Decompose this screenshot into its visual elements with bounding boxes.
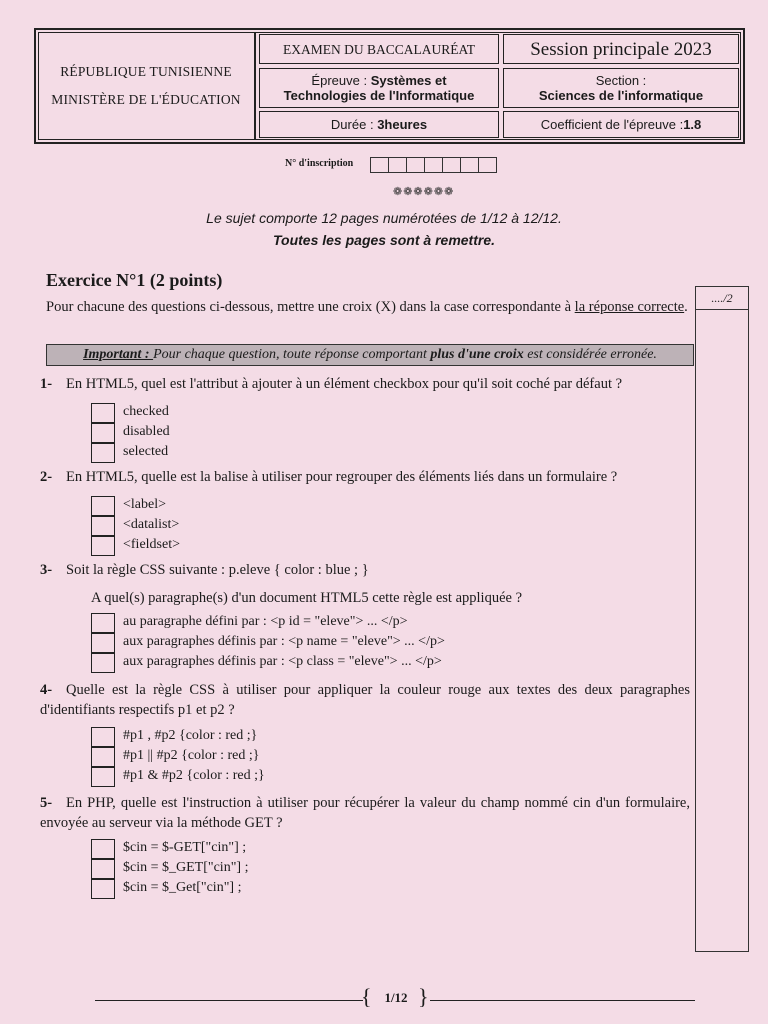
option-label: $cin = $-GET["cin"] ; xyxy=(123,840,247,855)
inscription-label: N° d'inscription xyxy=(285,158,354,169)
epreuve-label: Épreuve : xyxy=(311,73,371,88)
option-label: $cin = $_GET["cin"] ; xyxy=(123,860,249,875)
subject-pages-note: Le sujet comporte 12 pages numérotées de 1/12 à 12/12. xyxy=(206,210,562,226)
answer-checkbox[interactable] xyxy=(91,859,115,879)
option-row xyxy=(91,766,265,786)
question-text: En HTML5, quel est l'attribut à ajouter à un élément checkbox pour qu'il soit coché par défaut ? xyxy=(66,376,623,392)
answer-checkbox[interactable] xyxy=(91,443,115,463)
inscription-digit-box[interactable] xyxy=(442,157,461,173)
duree-cell xyxy=(259,111,499,138)
question-text: Quelle est la règle CSS à utiliser pour appliquer la couleur rouge aux textes des deux paragraphes d'identifiants respectifs p1 et p2 ? xyxy=(40,682,690,718)
ministry-name: MINISTÈRE DE L'ÉDUCATION xyxy=(51,92,241,107)
section-cell xyxy=(503,68,739,108)
session-title: Session principale 2023 xyxy=(503,34,739,64)
exercise-instruction xyxy=(46,297,691,317)
answer-checkbox[interactable] xyxy=(91,423,115,443)
question-text: Soit la règle CSS suivante : p.eleve { color : blue ; } xyxy=(66,562,369,578)
option-row xyxy=(91,402,170,422)
option-label: #p1 & #p2 {color : red ;} xyxy=(123,768,265,783)
important-bold: plus d'une croix xyxy=(430,347,524,362)
inscription-digit-box[interactable] xyxy=(460,157,479,173)
option-label: au paragraphe défini par : <p id = "eleve"> ... </p> xyxy=(123,614,408,629)
inscription-boxes[interactable] xyxy=(370,157,496,173)
brace-left-icon: { xyxy=(361,984,372,1009)
option-row xyxy=(91,652,445,672)
option-label: aux paragraphes définis par : <p class = "eleve"> ... </p> xyxy=(123,654,442,669)
answer-checkbox[interactable] xyxy=(91,403,115,423)
question-3 xyxy=(40,560,690,580)
coefficient-cell xyxy=(503,111,739,138)
answer-checkbox[interactable] xyxy=(91,747,115,767)
exam-title: EXAMEN DU BACCALAURÉAT xyxy=(259,34,499,64)
important-notice xyxy=(46,344,694,366)
question-4 xyxy=(40,680,690,720)
answer-checkbox[interactable] xyxy=(91,613,115,633)
option-label: disabled xyxy=(123,424,170,439)
question-number: 5- xyxy=(40,795,53,811)
option-row xyxy=(91,726,265,746)
question-3-subtext: A quel(s) paragraphe(s) d'un document HTML5 cette règle est appliquée ? xyxy=(91,590,523,606)
answer-checkbox[interactable] xyxy=(91,496,115,516)
answer-checkbox[interactable] xyxy=(91,653,115,673)
inscription-digit-box[interactable] xyxy=(478,157,497,173)
coefficient-label: Coefficient de l'épreuve : xyxy=(540,117,684,132)
question-3-options xyxy=(91,612,445,672)
question-1 xyxy=(40,374,690,394)
option-row xyxy=(91,612,445,632)
option-label: <fieldset> xyxy=(123,537,180,552)
country-name: RÉPUBLIQUE TUNISIENNE xyxy=(60,64,232,79)
question-4-options xyxy=(91,726,265,786)
option-label: selected xyxy=(123,444,169,459)
option-row xyxy=(91,495,180,515)
instruction-text: Pour chacune des questions ci-dessous, mettre une croix (X) dans la case correspondante à xyxy=(46,299,575,315)
score-column xyxy=(695,286,749,952)
epreuve-cell xyxy=(259,68,499,108)
option-label: <datalist> xyxy=(123,517,180,532)
option-label: <label> xyxy=(123,497,166,512)
option-row xyxy=(91,442,170,462)
duree-value: 3heures xyxy=(377,117,428,132)
answer-checkbox[interactable] xyxy=(91,633,115,653)
option-row xyxy=(91,515,180,535)
brace-right-icon: } xyxy=(418,984,429,1009)
answer-checkbox[interactable] xyxy=(91,516,115,536)
question-2 xyxy=(40,467,690,487)
inscription-digit-box[interactable] xyxy=(388,157,407,173)
option-label: aux paragraphes définis par : <p name = "eleve"> ... </p> xyxy=(123,634,445,649)
inscription-digit-box[interactable] xyxy=(424,157,443,173)
footer-rule-left xyxy=(95,1000,363,1001)
exercise-title: Exercice N°1 (2 points) xyxy=(46,270,223,290)
epreuve-value: Systèmes et Technologies de l'Informatique xyxy=(283,73,475,103)
option-row xyxy=(91,858,248,878)
question-number: 2- xyxy=(40,469,53,485)
option-label: #p1 || #p2 {color : red ;} xyxy=(123,748,260,763)
inscription-digit-box[interactable] xyxy=(406,157,425,173)
question-1-options xyxy=(91,402,170,462)
important-text-1: Pour chaque question, toute réponse comportant xyxy=(153,347,431,362)
flower-ornament-icon: ❁❁❁❁❁❁ xyxy=(393,186,455,198)
question-number: 1- xyxy=(40,376,53,392)
score-box[interactable]: ..../2 xyxy=(696,287,748,310)
answer-checkbox[interactable] xyxy=(91,727,115,747)
header-left-block xyxy=(38,32,256,140)
section-label: Section : xyxy=(595,73,647,88)
option-label: checked xyxy=(123,404,169,419)
instruction-underlined: la réponse correcte xyxy=(574,299,685,315)
footer-rule-right xyxy=(430,1000,695,1001)
option-row xyxy=(91,878,248,898)
answer-checkbox[interactable] xyxy=(91,767,115,787)
question-5-options xyxy=(91,838,248,898)
option-label: $cin = $_Get["cin"] ; xyxy=(123,880,242,895)
answer-checkbox[interactable] xyxy=(91,839,115,859)
answer-checkbox[interactable] xyxy=(91,536,115,556)
option-row xyxy=(91,838,248,858)
section-value: Sciences de l'informatique xyxy=(538,88,704,103)
option-row xyxy=(91,422,170,442)
duree-label: Durée : xyxy=(330,117,374,132)
question-5 xyxy=(40,793,690,833)
answer-checkbox[interactable] xyxy=(91,879,115,899)
important-label: Important : xyxy=(83,347,154,362)
option-label: #p1 , #p2 {color : red ;} xyxy=(123,728,258,743)
question-text: En PHP, quelle est l'instruction à utiliser pour récupérer la valeur du champ nommé cin d'un formulaire, envoyée au serveur via la méthode GET ? xyxy=(40,795,690,831)
option-row xyxy=(91,535,180,555)
question-2-options xyxy=(91,495,180,555)
page-number: 1/12 xyxy=(384,990,408,1005)
option-row xyxy=(91,746,265,766)
question-text: En HTML5, quelle est la balise à utiliser pour regrouper des éléments liés dans un formulaire ? xyxy=(66,469,618,485)
inscription-digit-box[interactable] xyxy=(370,157,389,173)
option-row xyxy=(91,632,445,652)
subject-return-note: Toutes les pages sont à remettre. xyxy=(273,232,495,248)
coefficient-value: 1.8 xyxy=(683,117,702,132)
question-number: 4- xyxy=(40,682,53,698)
instruction-end: . xyxy=(684,299,688,315)
important-text-2: est considérée erronée. xyxy=(523,347,657,362)
question-number: 3- xyxy=(40,562,53,578)
